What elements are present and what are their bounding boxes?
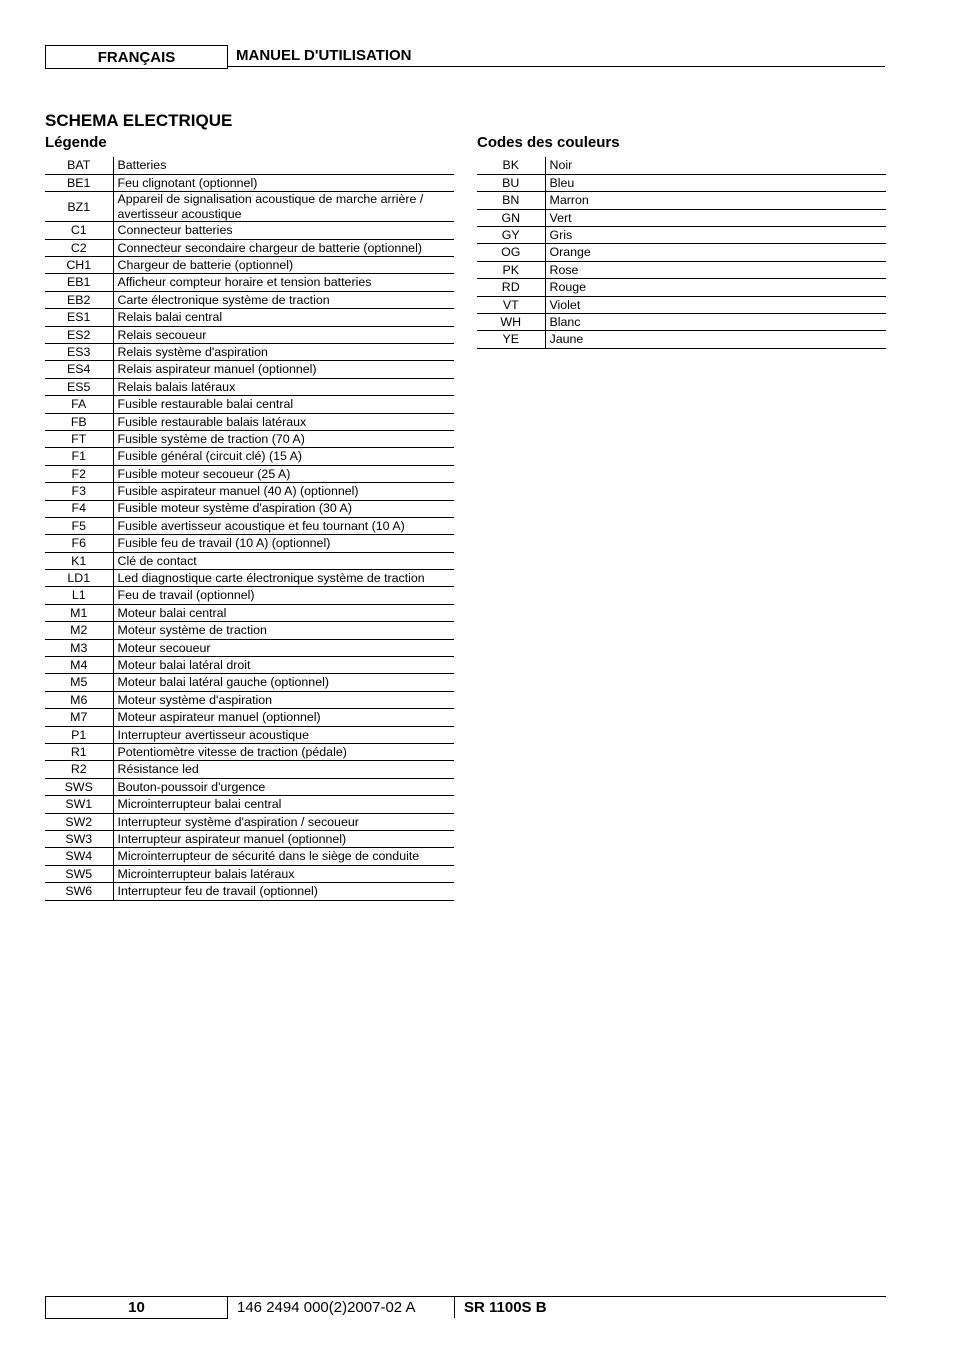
- row-code: F4: [45, 500, 113, 517]
- row-code: P1: [45, 726, 113, 743]
- row-description: Carte électronique système de traction: [113, 291, 454, 308]
- table-row: [45, 604, 454, 621]
- row-description: Led diagnostique carte électronique système de traction: [113, 570, 454, 587]
- row-description: Violet: [545, 296, 886, 313]
- table-row: [45, 448, 454, 465]
- row-description: Orange: [545, 244, 886, 261]
- table-row: [45, 796, 454, 813]
- row-code: SW2: [45, 813, 113, 830]
- row-description: Feu de travail (optionnel): [113, 587, 454, 604]
- row-description: Microinterrupteur balais latéraux: [113, 865, 454, 882]
- table-row: [45, 396, 454, 413]
- table-row: [45, 361, 454, 378]
- table-row: [45, 830, 454, 847]
- table-row: [45, 674, 454, 691]
- row-description: Vert: [545, 209, 886, 226]
- row-description: Fusible aspirateur manuel (40 A) (optionnel): [113, 483, 454, 500]
- row-code: M5: [45, 674, 113, 691]
- row-code: L1: [45, 587, 113, 604]
- row-code: GY: [477, 227, 545, 244]
- table-row: [45, 622, 454, 639]
- table-row: [45, 813, 454, 830]
- row-description: Fusible moteur secoueur (25 A): [113, 465, 454, 482]
- table-row: [477, 227, 886, 244]
- row-description: Relais balai central: [113, 309, 454, 326]
- table-row: [477, 296, 886, 313]
- row-code: ES1: [45, 309, 113, 326]
- table-row: [45, 465, 454, 482]
- row-description: Fusible feu de travail (10 A) (optionnel): [113, 535, 454, 552]
- row-code: BE1: [45, 174, 113, 191]
- row-code: EB2: [45, 291, 113, 308]
- row-code: SW3: [45, 830, 113, 847]
- row-description: Interrupteur avertisseur acoustique: [113, 726, 454, 743]
- table-row: [45, 344, 454, 361]
- table-row: [45, 378, 454, 395]
- table-row: [45, 291, 454, 308]
- row-description: Fusible restaurable balai central: [113, 396, 454, 413]
- table-row: [45, 326, 454, 343]
- table-row: [45, 239, 454, 256]
- table-row: [477, 192, 886, 209]
- table-row: [45, 691, 454, 708]
- row-description: Relais secoueur: [113, 326, 454, 343]
- row-code: VT: [477, 296, 545, 313]
- table-row: [477, 157, 886, 174]
- row-description: Relais aspirateur manuel (optionnel): [113, 361, 454, 378]
- table-row: [45, 848, 454, 865]
- table-row: [45, 309, 454, 326]
- row-description: Bleu: [545, 174, 886, 191]
- table-row: [45, 413, 454, 430]
- row-code: RD: [477, 279, 545, 296]
- row-description: Fusible restaurable balais latéraux: [113, 413, 454, 430]
- row-description: Gris: [545, 227, 886, 244]
- table-row: [45, 865, 454, 882]
- row-code: M6: [45, 691, 113, 708]
- row-description: Moteur aspirateur manuel (optionnel): [113, 709, 454, 726]
- header-language: FRANÇAIS: [45, 45, 228, 69]
- row-code: SWS: [45, 778, 113, 795]
- row-description: Noir: [545, 157, 886, 174]
- section-title: SCHEMA ELECTRIQUE: [45, 111, 233, 130]
- row-description: Clé de contact: [113, 552, 454, 569]
- row-description: Fusible avertisseur acoustique et feu tournant (10 A): [113, 517, 454, 534]
- row-description: Microinterrupteur balai central: [113, 796, 454, 813]
- row-code: ES2: [45, 326, 113, 343]
- row-code: M3: [45, 639, 113, 656]
- row-code: SW1: [45, 796, 113, 813]
- color-codes-title: Codes des couleurs: [477, 134, 620, 151]
- row-code: M1: [45, 604, 113, 621]
- row-description: Fusible moteur système d'aspiration (30 A): [113, 500, 454, 517]
- footer-page-number: 10: [45, 1296, 228, 1319]
- table-row: [45, 192, 454, 222]
- row-description: Rose: [545, 261, 886, 278]
- row-code: WH: [477, 314, 545, 331]
- row-code: M4: [45, 657, 113, 674]
- table-row: [45, 657, 454, 674]
- table-row: [477, 244, 886, 261]
- header-title: MANUEL D'UTILISATION: [227, 45, 885, 67]
- row-description: Potentiomètre vitesse de traction (pédale): [113, 744, 454, 761]
- row-description: Interrupteur feu de travail (optionnel): [113, 883, 454, 900]
- row-description: Jaune: [545, 331, 886, 348]
- row-code: SW4: [45, 848, 113, 865]
- row-code: C1: [45, 222, 113, 239]
- row-description: Interrupteur système d'aspiration / secoueur: [113, 813, 454, 830]
- footer-doc-number: 146 2494 000(2)2007-02 A: [227, 1296, 454, 1318]
- row-code: ES3: [45, 344, 113, 361]
- row-code: F2: [45, 465, 113, 482]
- row-code: YE: [477, 331, 545, 348]
- row-description: Moteur secoueur: [113, 639, 454, 656]
- row-description: Moteur balai central: [113, 604, 454, 621]
- table-row: [45, 570, 454, 587]
- row-description: Blanc: [545, 314, 886, 331]
- row-description: Feu clignotant (optionnel): [113, 174, 454, 191]
- row-description: Chargeur de batterie (optionnel): [113, 257, 454, 274]
- table-row: [45, 430, 454, 447]
- table-row: [477, 279, 886, 296]
- row-description: Marron: [545, 192, 886, 209]
- row-description: Moteur système de traction: [113, 622, 454, 639]
- table-row: [45, 761, 454, 778]
- row-code: ES5: [45, 378, 113, 395]
- table-row: [45, 483, 454, 500]
- table-row: [477, 261, 886, 278]
- row-code: F1: [45, 448, 113, 465]
- table-row: [477, 331, 886, 348]
- row-description: Fusible système de traction (70 A): [113, 430, 454, 447]
- row-code: R1: [45, 744, 113, 761]
- table-row: [477, 174, 886, 191]
- table-row: [477, 209, 886, 226]
- row-code: C2: [45, 239, 113, 256]
- row-code: GN: [477, 209, 545, 226]
- table-row: [45, 883, 454, 900]
- row-description: Relais balais latéraux: [113, 378, 454, 395]
- row-code: FB: [45, 413, 113, 430]
- row-description: Afficheur compteur horaire et tension batteries: [113, 274, 454, 291]
- row-code: BK: [477, 157, 545, 174]
- row-description: Bouton-poussoir d'urgence: [113, 778, 454, 795]
- table-row: [477, 314, 886, 331]
- table-row: [45, 157, 454, 174]
- table-row: [45, 517, 454, 534]
- row-code: ES4: [45, 361, 113, 378]
- table-row: [45, 639, 454, 656]
- table-row: [45, 709, 454, 726]
- row-code: LD1: [45, 570, 113, 587]
- row-code: F6: [45, 535, 113, 552]
- row-code: BU: [477, 174, 545, 191]
- table-row: [45, 535, 454, 552]
- row-code: CH1: [45, 257, 113, 274]
- row-description: Connecteur secondaire chargeur de batterie (optionnel): [113, 239, 454, 256]
- row-code: SW5: [45, 865, 113, 882]
- row-code: F5: [45, 517, 113, 534]
- row-code: BN: [477, 192, 545, 209]
- table-row: [45, 744, 454, 761]
- row-code: R2: [45, 761, 113, 778]
- row-code: FA: [45, 396, 113, 413]
- row-description: Fusible général (circuit clé) (15 A): [113, 448, 454, 465]
- row-code: M2: [45, 622, 113, 639]
- row-code: OG: [477, 244, 545, 261]
- row-code: PK: [477, 261, 545, 278]
- table-row: [45, 778, 454, 795]
- table-row: [45, 222, 454, 239]
- row-code: BZ1: [45, 192, 113, 222]
- row-code: BAT: [45, 157, 113, 174]
- table-row: [45, 174, 454, 191]
- table-row: [45, 274, 454, 291]
- row-description: Rouge: [545, 279, 886, 296]
- row-description: Batteries: [113, 157, 454, 174]
- row-code: SW6: [45, 883, 113, 900]
- table-row: [45, 257, 454, 274]
- row-code: FT: [45, 430, 113, 447]
- row-description: Connecteur batteries: [113, 222, 454, 239]
- table-row: [45, 726, 454, 743]
- row-description: Moteur système d'aspiration: [113, 691, 454, 708]
- legend-title: Légende: [45, 134, 107, 151]
- row-description: Microinterrupteur de sécurité dans le siège de conduite: [113, 848, 454, 865]
- row-description: Moteur balai latéral droit: [113, 657, 454, 674]
- row-code: EB1: [45, 274, 113, 291]
- footer-model: SR 1100S B: [454, 1296, 886, 1318]
- row-code: M7: [45, 709, 113, 726]
- row-description: Interrupteur aspirateur manuel (optionnel): [113, 830, 454, 847]
- row-description: Relais système d'aspiration: [113, 344, 454, 361]
- row-code: K1: [45, 552, 113, 569]
- row-code: F3: [45, 483, 113, 500]
- color-codes-table: [477, 157, 886, 349]
- table-row: [45, 587, 454, 604]
- row-description: Appareil de signalisation acoustique de marche arrière / avertisseur acoustique: [113, 192, 454, 222]
- table-row: [45, 552, 454, 569]
- row-description: Moteur balai latéral gauche (optionnel): [113, 674, 454, 691]
- row-description: Résistance led: [113, 761, 454, 778]
- table-row: [45, 500, 454, 517]
- legend-table: [45, 157, 454, 901]
